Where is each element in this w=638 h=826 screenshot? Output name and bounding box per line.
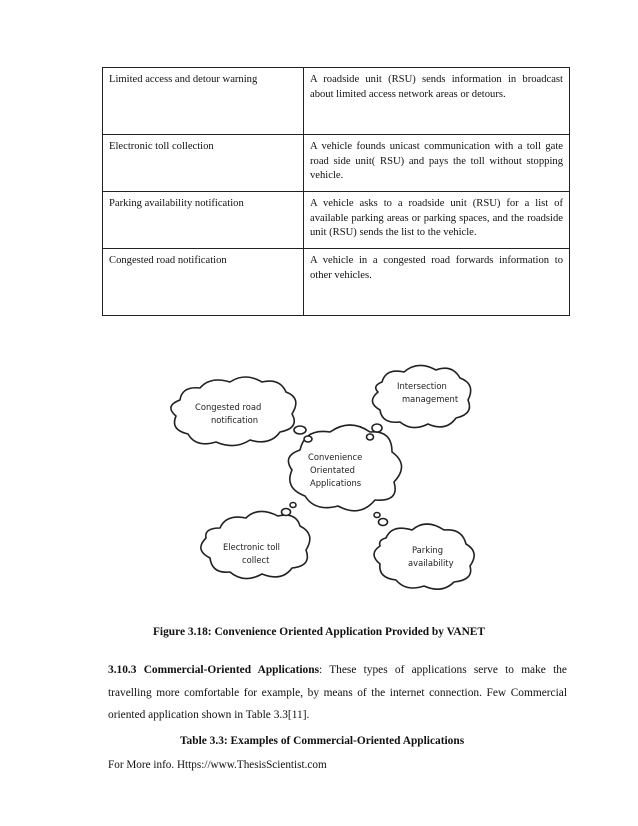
center-label-line2: Orientated xyxy=(310,465,355,475)
application-description: A vehicle founds unicast communication with a toll gate road side unit( RSU) and pays the toll without stopping vehicle. xyxy=(304,135,570,192)
convenience-applications-diagram xyxy=(150,360,490,610)
table-caption: Table 3.3: Examples of Commercial-Oriented Applications xyxy=(180,735,465,747)
application-name: Electronic toll collection xyxy=(103,135,304,192)
table-row xyxy=(103,135,570,192)
footer-text: For More info. Https://www.ThesisScientist.com xyxy=(108,759,327,771)
intersection-label-line2: management xyxy=(402,394,459,404)
application-name: Parking availability notification xyxy=(103,192,304,249)
section-body: : These types of applications serve to make the travelling more comfortable for example, by means of the internet connection. Few Commercial oriented application shown in Table 3.3[11]. xyxy=(108,664,567,721)
parking-label-line1: Parking xyxy=(412,545,444,555)
center-label-line1: Convenience xyxy=(308,452,363,462)
table-row xyxy=(103,68,570,135)
intersection-label-line1: Intersection xyxy=(397,381,447,391)
table-row xyxy=(103,249,570,316)
parking-label-line2: availability xyxy=(408,558,454,568)
application-description: A vehicle asks to a roadside unit (RSU) for a list of available parking areas or parking spaces, and the roadside unit (RSU) sends the list to the vehicle. xyxy=(304,192,570,249)
section-paragraph xyxy=(108,659,567,727)
figure-caption: Figure 3.18: Convenience Oriented Application Provided by VANET xyxy=(152,626,486,638)
center-label-line3: Applications xyxy=(310,478,362,488)
application-description: A vehicle in a congested road forwards information to other vehicles. xyxy=(304,249,570,316)
toll-label-line2: collect xyxy=(242,555,270,565)
application-name: Limited access and detour warning xyxy=(103,68,304,135)
application-description: A roadside unit (RSU) sends information in broadcast about limited access network areas or detours. xyxy=(304,68,570,135)
section-heading: 3.10.3 Commercial-Oriented Applications xyxy=(108,664,320,676)
congested-label-line1: Congested road xyxy=(195,402,262,412)
congested-label-line2: notification xyxy=(211,415,259,425)
parking-cloud xyxy=(374,524,474,589)
table-row xyxy=(103,192,570,249)
application-name: Congested road notification xyxy=(103,249,304,316)
applications-table xyxy=(102,67,570,316)
toll-label-line1: Electronic toll xyxy=(223,542,281,552)
